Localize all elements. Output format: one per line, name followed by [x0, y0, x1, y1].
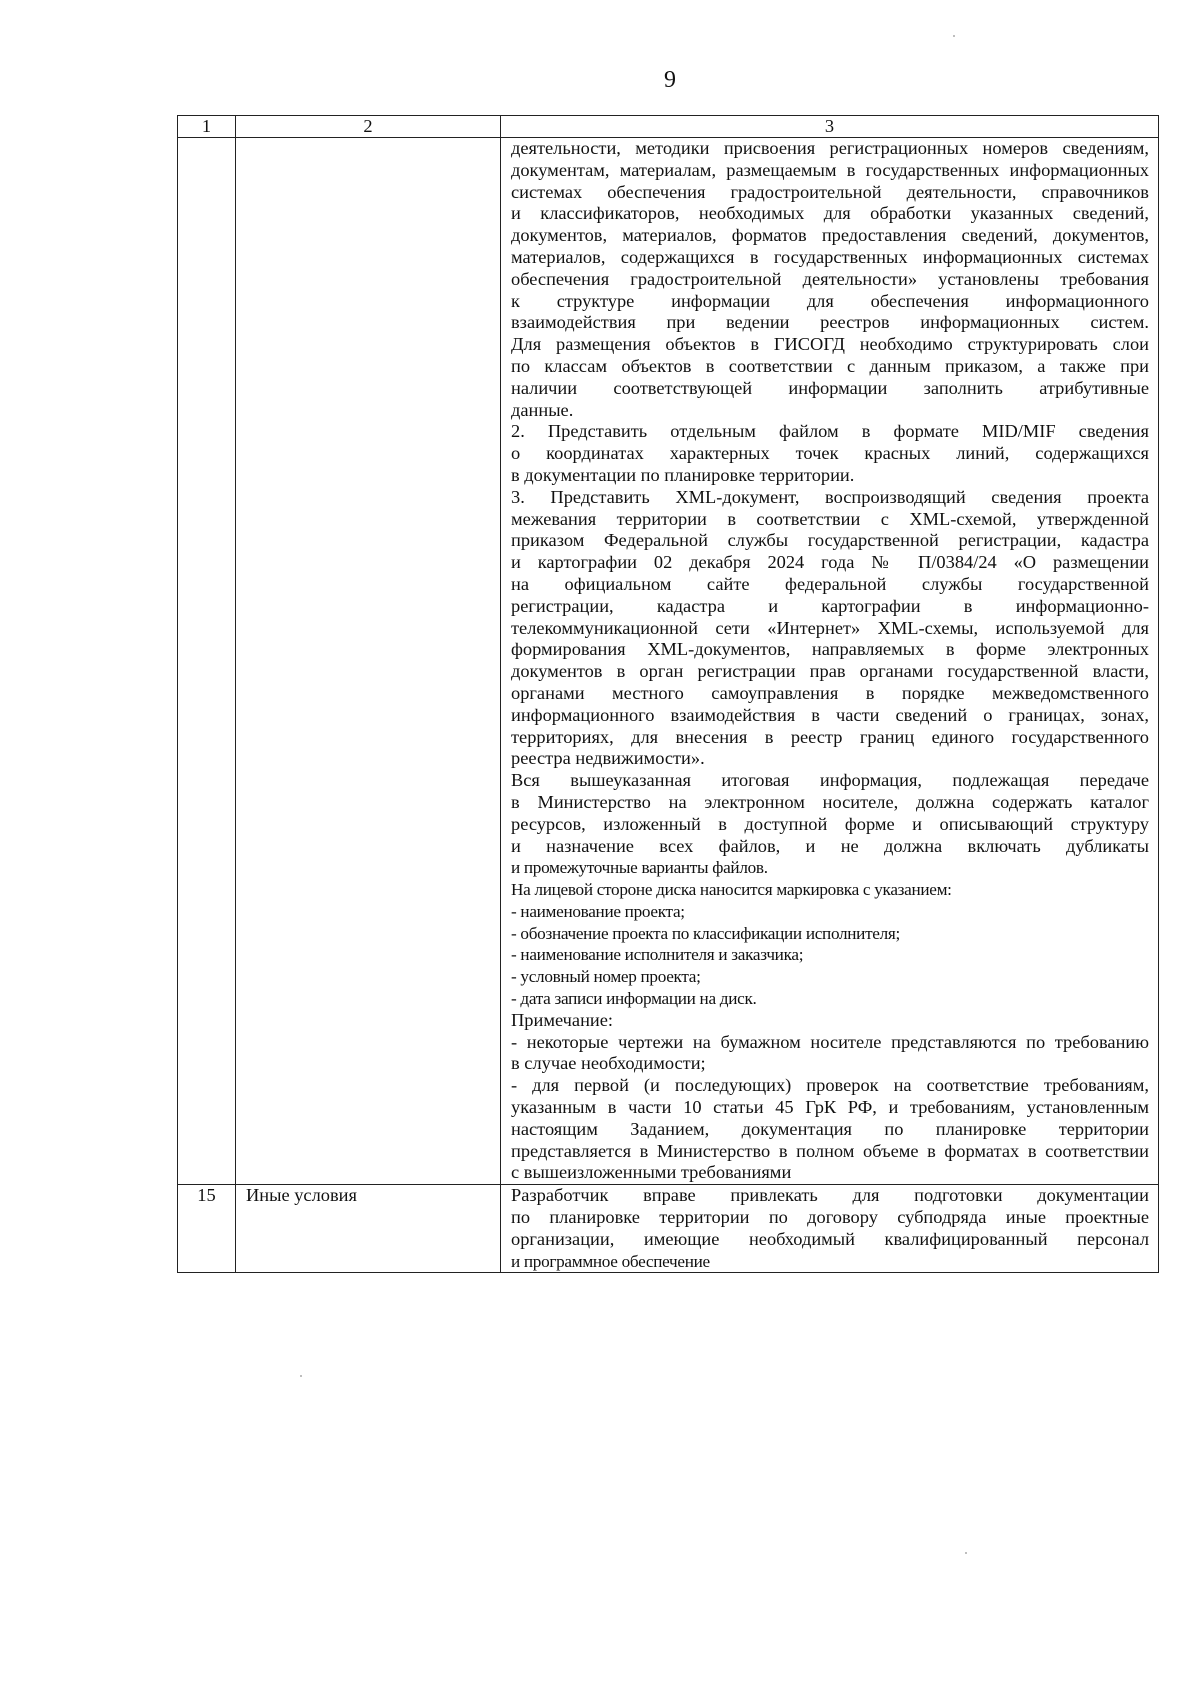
text-line: настоящим Заданием, документация по планировке территории: [511, 1118, 1149, 1139]
table-row-continuation: [178, 138, 1159, 1185]
content-text: [511, 138, 1149, 1184]
text-line: документов, материалов, форматов предоставления сведений, документов,: [511, 225, 1149, 246]
text-line: по планировке территории по договору субподряда иные проектные: [511, 1207, 1149, 1228]
row-content-cell: [501, 1185, 1159, 1273]
text-line: - дата записи информации на диск.: [511, 989, 757, 1009]
text-line: к структуре информации для обеспечения информационного: [511, 290, 1149, 311]
text-line: - некоторые чертежи на бумажном носителе представляются по требованию: [511, 1031, 1149, 1052]
content-text: [511, 1185, 1149, 1272]
header-col-2: 2: [236, 116, 501, 138]
text-line: на официальном сайте федеральной службы государственной: [511, 573, 1149, 594]
text-line: - наименование исполнителя и заказчика;: [511, 945, 804, 965]
text-line: реестра недвижимости».: [511, 748, 705, 769]
text-line: - для первой (и последующих) проверок на соответствие требованиям,: [511, 1075, 1149, 1096]
text-line: обеспечения градостроительной деятельности» установлены требования: [511, 268, 1149, 289]
text-line: документов в орган регистрации прав органами государственной власти,: [511, 661, 1149, 682]
text-line: территориях, для внесения в реестр границ единого государственного: [511, 726, 1149, 747]
text-line: указанным в части 10 статьи 45 ГрК РФ, и требованиям, установленным: [511, 1097, 1149, 1118]
text-line: и промежуточные варианты файлов.: [511, 858, 768, 878]
text-line: деятельности, методики присвоения регистрационных номеров сведениям,: [511, 138, 1149, 158]
text-line: органами местного самоуправления в порядке межведомственного: [511, 682, 1149, 703]
header-col-1: 1: [178, 116, 236, 138]
text-line: 2. Представить отдельным файлом в формате MID/MIF сведения: [511, 421, 1149, 442]
text-line: по классам объектов в соответствии с данным приказом, а также при: [511, 355, 1149, 376]
text-line: представляется в Министерство в полном объеме в форматах в соответствии: [511, 1140, 1149, 1161]
header-col-3: 3: [501, 116, 1159, 138]
text-line: межевания территории в соответствии с XML-схемой, утвержденной: [511, 508, 1149, 529]
text-line: наличии соответствующей информации заполнить атрибутивные: [511, 377, 1149, 398]
text-line: в Министерство на электронном носителе, должна содержать каталог: [511, 791, 1149, 812]
text-line: и назначение всех файлов, и не должна включать дубликаты: [511, 835, 1149, 856]
text-line: - условный номер проекта;: [511, 967, 701, 987]
text-line: взаимодействия при ведении реестров информационных систем.: [511, 312, 1149, 333]
text-line: материалов, содержащихся в государственных информационных системах: [511, 246, 1149, 267]
text-line: данные.: [511, 399, 574, 420]
text-line: и классификаторов, необходимых для обработки указанных сведений,: [511, 203, 1149, 224]
text-line: в документации по планировке территории.: [511, 464, 855, 485]
text-line: 3. Представить XML-документ, воспроизводящий сведения проекта: [511, 486, 1149, 507]
text-line: информационного взаимодействия в части сведений о границах, зонах,: [511, 704, 1149, 725]
row-name-cell: Иные условия: [236, 1185, 501, 1273]
text-line: о координатах характерных точек красных линий, содержащихся: [511, 443, 1149, 464]
table-row-15: [178, 1185, 1159, 1273]
page-number: 9: [664, 67, 676, 93]
row-number-cell: 15: [178, 1185, 236, 1273]
text-line: Разработчик вправе привлекать для подготовки документации: [511, 1185, 1149, 1206]
scan-speck: [300, 1375, 302, 1377]
row-content-cell: [501, 138, 1159, 1185]
text-line: приказом Федеральной службы государственной регистрации, кадастра: [511, 530, 1149, 551]
text-line: документам, материалам, размещаемым в государственных информационных: [511, 159, 1149, 180]
text-line: ресурсов, изложенный в доступной форме и описывающий структуру: [511, 813, 1149, 834]
table-header-row: [178, 116, 1159, 138]
row-name-cell: [236, 138, 501, 1185]
scan-speck: [965, 1552, 967, 1554]
text-line: организации, имеющие необходимый квалифицированный персонал: [511, 1228, 1149, 1249]
text-line: Вся вышеуказанная итоговая информация, подлежащая передаче: [511, 770, 1149, 791]
text-line: в случае необходимости;: [511, 1053, 706, 1074]
text-line: и картографии 02 декабря 2024 года № П/0384/24 «О размещении: [511, 552, 1149, 573]
text-line: регистрации, кадастра и картографии в информационно-: [511, 595, 1149, 616]
scan-speck: [953, 35, 955, 37]
text-line: формирования XML-документов, направляемых в форме электронных: [511, 639, 1149, 660]
requirements-table: [177, 115, 1159, 1273]
row-number-cell: [178, 138, 236, 1185]
text-line: - наименование проекта;: [511, 901, 685, 921]
text-line: телекоммуникационной сети «Интернет» XML-схемы, используемой для: [511, 617, 1149, 638]
text-line: с вышеизложенными требованиями: [511, 1162, 792, 1183]
text-line: системах обеспечения градостроительной деятельности, справочников: [511, 181, 1149, 202]
text-line: и программное обеспечение: [511, 1251, 710, 1271]
text-line: На лицевой стороне диска наносится маркировка с указанием:: [511, 880, 952, 900]
text-line: Примечание:: [511, 1009, 614, 1030]
text-line: Для размещения объектов в ГИСОГД необходимо структурировать слои: [511, 334, 1149, 355]
text-line: - обозначение проекта по классификации исполнителя;: [511, 923, 900, 943]
